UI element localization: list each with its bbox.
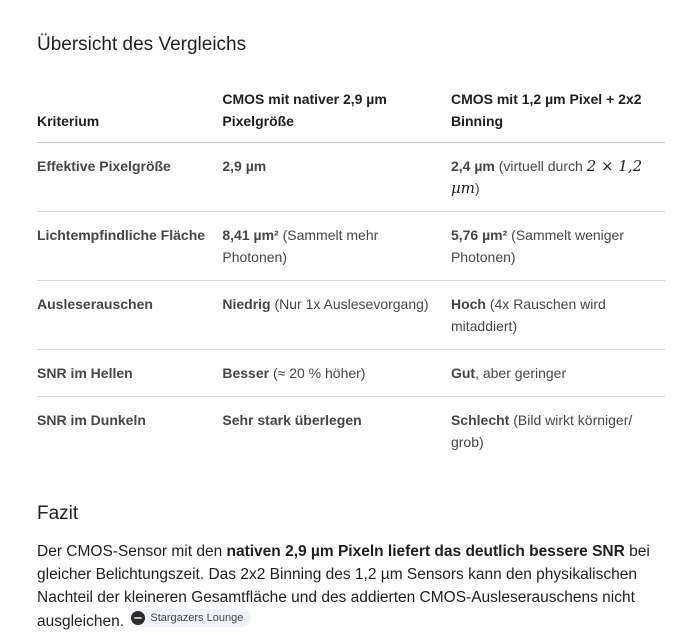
criterion-cell: Effektive Pixelgröße: [37, 143, 222, 212]
source-chip-label: Stargazers Lounge: [150, 612, 244, 624]
table-row: [37, 143, 665, 212]
binning-value: 2,4 µm: [450, 158, 495, 174]
binning-note: (4x Rauschen wird mitaddiert): [450, 296, 606, 334]
conclusion-paragraph: [37, 540, 677, 633]
binning-note: (Sammelt weniger Photonen): [450, 227, 624, 265]
native-cell: [222, 212, 451, 281]
criterion-cell: SNR im Hellen: [37, 350, 222, 397]
binning-value: Schlecht: [450, 412, 510, 428]
conclusion-text-end: bei gleicher Belichtungszeit. Das 2x2 Binning des 1,2 µm Sensors kann den physikalischen Nachteil der kleineren Gesamtfläche und des addierten CMOS-Ausleserauschens nicht ausgleichen.: [37, 543, 650, 630]
criterion-cell: SNR im Dunkeln: [37, 412, 146, 428]
native-value: Sehr stark überlegen: [222, 412, 362, 428]
binning-cell: [451, 143, 665, 212]
criterion-cell: Lichtempfindliche Fläche: [37, 212, 222, 281]
binning-note: (virtuell durch: [494, 158, 587, 174]
native-note: (≈ 20 % höher): [269, 365, 366, 381]
criterion-cell: Ausleserauschen: [37, 281, 222, 350]
native-cell: [222, 350, 451, 397]
native-note: (Sammelt mehr Photonen): [222, 227, 379, 265]
conclusion-text-start: Der CMOS-Sensor mit den: [37, 543, 227, 560]
native-cell: [222, 281, 451, 350]
native-cell: [222, 397, 451, 466]
native-value: Besser: [222, 365, 270, 381]
native-value: 8,41 µm²: [222, 227, 279, 243]
binning-cell: [451, 397, 665, 466]
overview-heading: Übersicht des Vergleichs: [37, 34, 247, 55]
header-native: CMOS mit nativer 2,9 µm Pixelgröße: [222, 82, 451, 143]
native-value: 2,9 µm: [222, 158, 267, 174]
binning-note: (Bild wirkt körniger/ grob): [450, 412, 633, 450]
source-chip[interactable]: [128, 609, 251, 627]
conclusion-bold: nativen 2,9 µm Pixeln liefert das deutlich bessere SNR: [226, 543, 625, 560]
header-binning: CMOS mit 1,2 µm Pixel + 2x2 Binning: [451, 82, 665, 143]
binning-note-end: ): [474, 180, 480, 196]
binning-value: Gut: [450, 365, 476, 381]
binning-cell: [451, 350, 665, 397]
native-note: (Nur 1x Auslesevorgang): [270, 296, 429, 312]
comparison-table: [37, 82, 665, 465]
table-row: [37, 397, 665, 466]
binning-value: Hoch: [450, 296, 486, 312]
native-cell: [222, 143, 451, 212]
binning-note: , aber geringer: [475, 365, 567, 381]
source-logo-icon: [131, 611, 145, 625]
table-row: [37, 281, 665, 350]
header-criterion: Kriterium: [37, 82, 222, 143]
table-header-row: [37, 82, 665, 143]
binning-cell: [451, 281, 665, 350]
table-row: [37, 350, 665, 397]
native-value: Niedrig: [222, 296, 271, 312]
binning-value: 5,76 µm²: [450, 227, 508, 243]
conclusion-heading: Fazit: [37, 503, 79, 524]
math-expression: 2 × 1,2 µm: [450, 157, 643, 197]
binning-cell: [451, 212, 665, 281]
table-row: [37, 212, 665, 281]
